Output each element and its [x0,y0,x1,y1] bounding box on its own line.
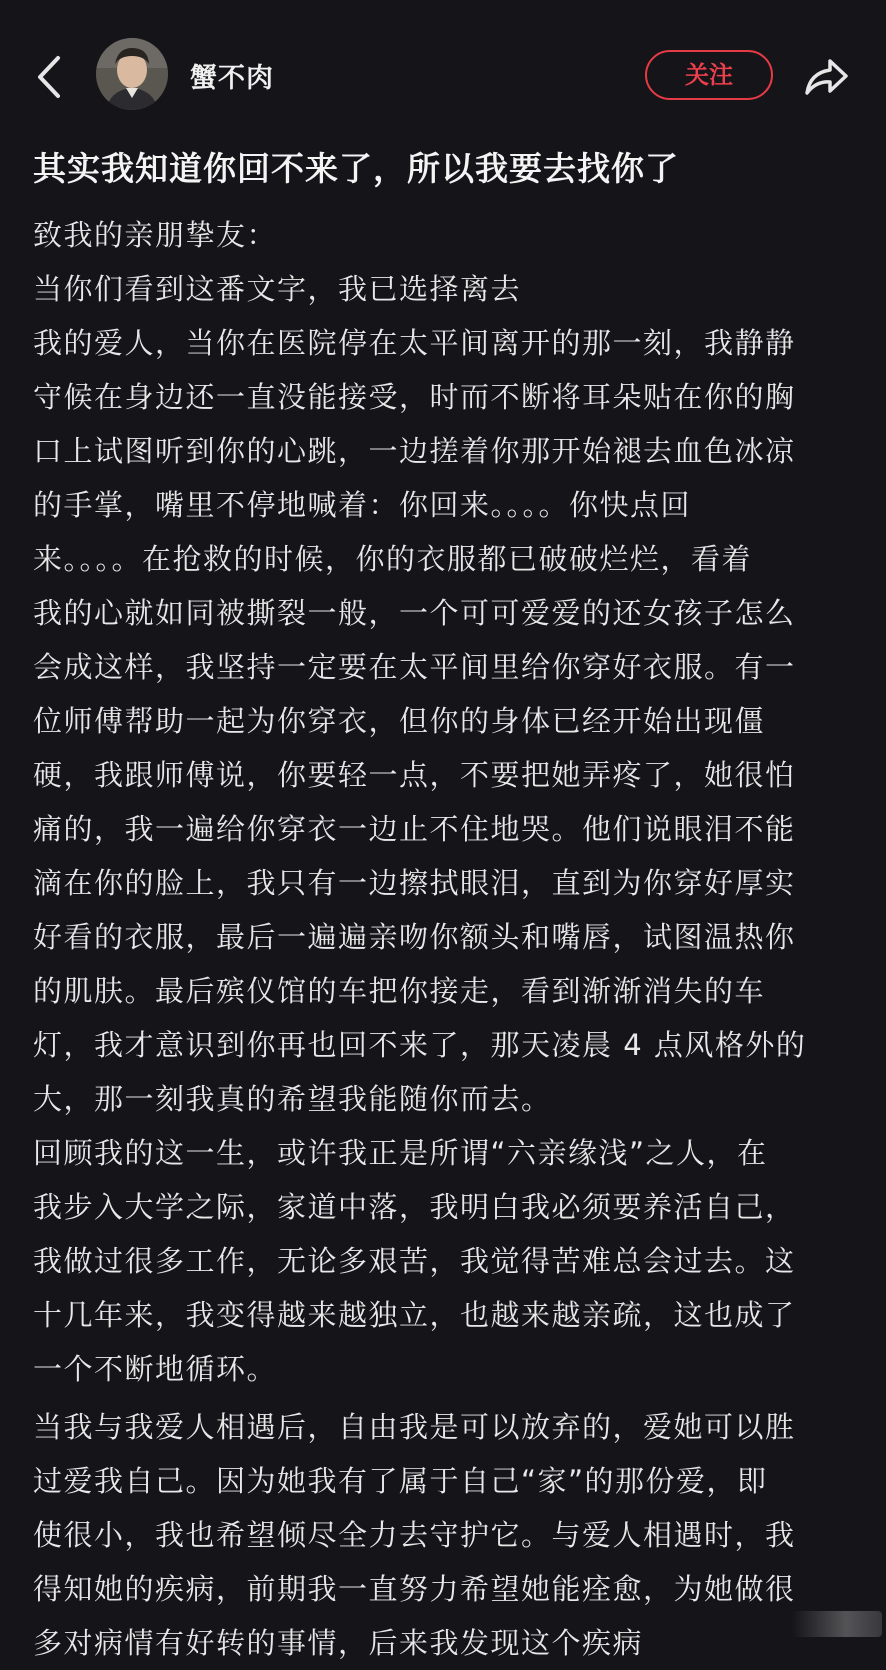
share-button[interactable] [802,55,850,99]
post-line: 一个不断地循环。 [33,1352,278,1386]
chevron-left-icon [30,52,70,102]
post-line: 滴在你的脸上，我只有一边擦拭眼泪，直到为你穿好厚实 [33,866,796,900]
post-line: 来。。。。在抢救的时候，你的衣服都已破破烂烂，看着 [33,542,753,576]
post-line: 我做过很多工作，无论多艰苦，我觉得苦难总会过去。这 [33,1244,796,1278]
post-line: 致我的亲朋挚友： [33,218,278,252]
post-line: 我的爱人，当你在医院停在太平间离开的那一刻，我静静 [33,326,796,360]
author-avatar[interactable] [96,38,168,110]
post-line: 多对病情有好转的事情，后来我发现这个疾病 [33,1626,644,1660]
post-line: 我的心就如同被撕裂一般，一个可可爱爱的还女孩子怎么 [33,596,796,630]
post-line: 十几年来，我变得越来越独立，也越来越亲疏，这也成了 [33,1298,796,1332]
post-line: 我步入大学之际，家道中落，我明白我必须要养活自己， [33,1190,796,1224]
back-button[interactable] [30,52,70,102]
top-navigation-bar [0,0,886,140]
post-line: 会成这样，我坚持一定要在太平间里给你穿好衣服。有一 [33,650,796,684]
post-title: 其实我知道你回不来了，所以我要去找你了 [33,149,679,188]
post-line: 回顾我的这一生，或许我正是所谓“六亲缘浅”之人，在 [33,1136,768,1170]
post-line: 位师傅帮助一起为你穿衣，但你的身体已经开始出现僵 [33,704,766,738]
post-line: 的手掌，嘴里不停地喊着：你回来。。。。你快点回 [33,488,692,522]
post-line: 灯，我才意识到你再也回不来了，那天凌晨 4 点风格外的 [33,1028,807,1062]
post-line: 好看的衣服，最后一遍遍亲吻你额头和嘴唇，试图温热你 [33,920,796,954]
author-name[interactable]: 蟹不肉 [190,63,274,94]
post-line: 得知她的疾病，前期我一直努力希望她能痊愈，为她做很 [33,1572,796,1606]
post-line: 守候在身边还一直没能接受，时而不断将耳朵贴在你的胸 [33,380,796,414]
post-line: 痛的，我一遍给你穿衣一边止不住地哭。他们说眼泪不能 [33,812,796,846]
post-line: 硬，我跟师傅说，你要轻一点，不要把她弄疼了，她很怕 [33,758,796,792]
follow-button[interactable]: 关注 [645,50,773,100]
share-arrow-icon [802,55,850,99]
post-line: 口上试图听到你的心跳，一边搓着你那开始褪去血色冰凉 [33,434,796,468]
watermark [792,1611,882,1637]
avatar-photo [96,38,168,110]
post-line: 使很小，我也希望倾尽全力去守护它。与爱人相遇时，我 [33,1518,796,1552]
post-body [33,208,863,1670]
post-line: 当我与我爱人相遇后，自由我是可以放弃的，爱她可以胜 [33,1410,796,1444]
post-line: 大，那一刻我真的希望我能随你而去。 [33,1082,552,1116]
post-line: 的肌肤。最后殡仪馆的车把你接走，看到渐渐消失的车 [33,974,766,1008]
post-line: 当你们看到这番文字，我已选择离去 [33,272,522,306]
post-line: 过爱我自己。因为她我有了属于自己“家”的那份爱，即 [33,1464,768,1498]
